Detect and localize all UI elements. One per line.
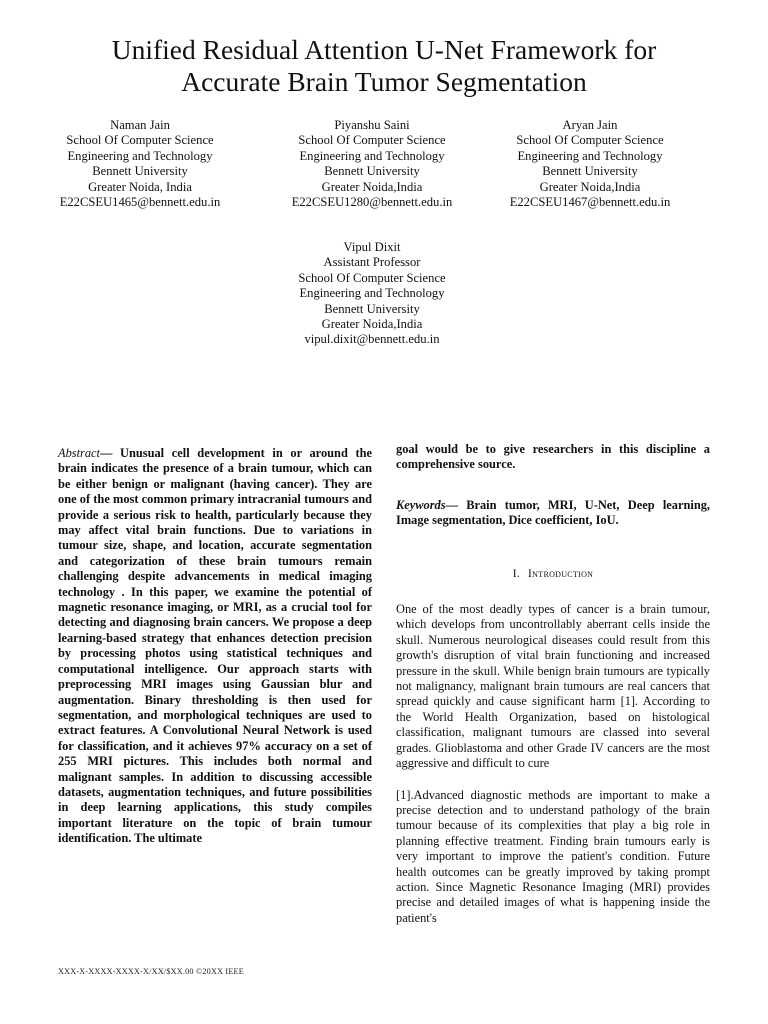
author-university: Bennett University <box>324 301 420 316</box>
abstract-lead: Abstract <box>58 446 100 460</box>
keywords-dash: — <box>445 497 467 512</box>
abstract-text: Unusual cell development in or around the brain indicates the presence of a brain tumour, which can be either benign or malignant (having cancer). They are one of the most common primary intracranial tumours and provide a serious risk to health, particularly because they may affect vital brain functions. Due to variations in tumour size, shape, and location, accurate segmentation and categorization of these brain tumours remain challenging despite advancements in medical imaging technology . In this paper, we examine the potential of magnetic resonance imaging, or MRI, as a crucial tool for detecting and diagnosing brain cancers. We propose a deep learning-based strategy that enhances detection precision by processing photos using statistical techniques and computational intelligence. Our approach starts with preprocessing MRI images using Gaussian blur and augmentation. Binary thresholding is then used for segmentation, and morphological techniques are used to extract features. A Convolutional Neural Network is used for classification, and it achieves 97% accuracy on a set of 255 MRI pictures. This includes both normal and malignant samples. In addition to discussing accessible datasets, augmentation techniques, and future possibilities in deep learning applications, this study compiles important literature on the topic of brain tumour identification. The ultimate <box>58 446 372 846</box>
author-dept: School Of Computer Science <box>516 133 664 148</box>
author-dept: School Of Computer Science <box>298 133 446 148</box>
author-name: Aryan Jain <box>562 118 618 132</box>
keywords <box>396 498 710 529</box>
abstract <box>58 446 372 847</box>
section-title: Introduction <box>528 567 594 580</box>
author-dept: School Of Computer Science <box>298 270 446 285</box>
author-block-3 <box>490 118 690 210</box>
author-university: Bennett University <box>92 164 188 179</box>
author-name: Naman Jain <box>110 118 170 132</box>
author-location: Greater Noida,India <box>539 179 641 194</box>
title-line-1: Unified Residual Attention U-Net Framework for <box>111 34 657 65</box>
copyright-footer: XXX-X-XXXX-XXXX-X/XX/$XX.00 ©20XX IEEE <box>58 967 244 976</box>
left-column <box>58 446 372 847</box>
intro-paragraph-1: One of the most deadly types of cancer is a brain tumour, which develops from uncontrollably aberrant cells inside the skull. Numerous neurological diseases could result from this growth's disruption of vital brain functioning and increased pressure in the skull. While benign brain tumours are typically not malignancy, malignant brain tumours are real cancers that spread quickly and cause significant harm [1]. According to the World Health Organization, based on histological classification, malignant tumours are classed into several grades. Glioblastoma and other Grade IV cancers are the most aggressive and difficult to cure <box>396 602 710 771</box>
author-block-4 <box>272 240 472 348</box>
keywords-lead: Keywords <box>396 497 446 512</box>
section-heading-introduction <box>396 567 710 582</box>
author-dept: Engineering and Technology <box>299 148 445 163</box>
abstract-continuation: goal would be to give researchers in this discipline a comprehensive source. <box>396 442 710 472</box>
author-block-2 <box>272 118 472 210</box>
author-title: Assistant Professor <box>323 255 421 270</box>
author-university: Bennett University <box>542 164 638 179</box>
author-email: E22CSEU1280@bennett.edu.in <box>291 195 453 210</box>
author-location: Greater Noida,India <box>321 317 423 332</box>
section-number: I. <box>512 567 521 580</box>
abstract-dash: — <box>100 446 121 460</box>
author-location: Greater Noida, India <box>88 179 192 194</box>
paper-title <box>40 34 728 98</box>
author-dept: Engineering and Technology <box>67 148 213 163</box>
keywords-text: Brain tumor, MRI, U-Net, Deep learning, Image segmentation, Dice coefficient, IoU. <box>396 497 710 528</box>
author-university: Bennett University <box>324 164 420 179</box>
author-name: Piyanshu Saini <box>334 118 410 132</box>
author-dept: Engineering and Technology <box>299 286 445 301</box>
title-line-2: Accurate Brain Tumor Segmentation <box>181 66 587 97</box>
author-email: E22CSEU1465@bennett.edu.in <box>59 195 221 210</box>
author-location: Greater Noida,India <box>321 179 423 194</box>
author-dept: Engineering and Technology <box>517 148 663 163</box>
right-column <box>396 442 710 926</box>
author-block-1 <box>40 118 240 210</box>
intro-paragraph-2: [1].Advanced diagnostic methods are important to make a precise detection and to understand pathology of the brain tumour because of its complexities that play a big role in planning effective treatment. Finding brain tumours early is very important to improve the patient's condition. Future health outcomes can be greatly improved by taking prompt action. Since Magnetic Resonance Imaging (MRI) provides precise and detailed images of what is happening inside the patient's <box>396 787 710 925</box>
author-dept: School Of Computer Science <box>66 133 214 148</box>
author-name: Vipul Dixit <box>343 240 401 254</box>
author-email: E22CSEU1467@bennett.edu.in <box>509 195 671 210</box>
author-email: vipul.dixit@bennett.edu.in <box>304 332 440 347</box>
